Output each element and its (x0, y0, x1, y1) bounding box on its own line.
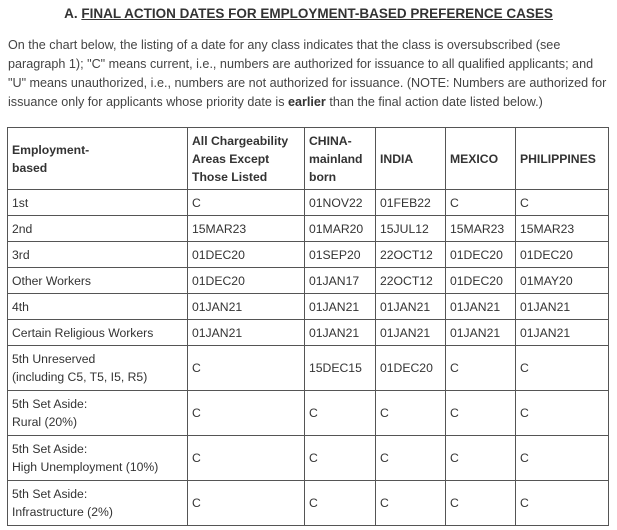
table-cell: C (446, 346, 516, 391)
column-header (305, 128, 376, 190)
table-cell: C (516, 436, 609, 481)
cell-text-line: INDIA (380, 151, 414, 166)
intro-bold-word: earlier (288, 95, 326, 109)
column-header (8, 128, 188, 190)
table-row (8, 190, 609, 216)
table-cell: 01DEC20 (188, 242, 305, 268)
cell-text-line: Employment- (12, 142, 90, 157)
cell-text-line: Certain Religious Workers (12, 325, 154, 340)
table-cell: 01JAN21 (305, 320, 376, 346)
table-cell: 01JAN21 (516, 320, 609, 346)
table-cell: 01SEP20 (305, 242, 376, 268)
section-title-link[interactable]: FINAL ACTION DATES FOR EMPLOYMENT-BASED PREFERENCE CASES (81, 6, 553, 21)
table-cell: 01JAN21 (446, 294, 516, 320)
row-label (8, 346, 188, 391)
table-row (8, 346, 609, 391)
cell-text-line: CHINA- (309, 133, 352, 148)
section-prefix: A. (64, 6, 78, 21)
table-cell: 01JAN21 (305, 294, 376, 320)
table-row (8, 391, 609, 436)
cell-text-line: 5th Set Aside: (12, 442, 88, 456)
table-cell: C (305, 481, 376, 526)
cell-text-line: Rural (20%) (12, 415, 78, 429)
table-cell: 01DEC20 (188, 268, 305, 294)
cell-text-line: (including C5, T5, I5, R5) (12, 370, 148, 384)
table-cell: C (376, 391, 446, 436)
table-row (8, 268, 609, 294)
row-label (8, 481, 188, 526)
table-row (8, 320, 609, 346)
table-cell: C (188, 436, 305, 481)
cell-text-line: 4th (12, 299, 29, 314)
row-label (8, 190, 188, 216)
row-label (8, 242, 188, 268)
column-header (516, 128, 609, 190)
cell-text-line: High Unemployment (10%) (12, 460, 159, 474)
cell-text-line: 5th Unreserved (12, 352, 96, 366)
intro-text-after: than the final action date listed below.) (325, 95, 543, 109)
section-heading (0, 6, 617, 21)
table-cell: 15MAR23 (188, 216, 305, 242)
table-cell: 01JAN21 (446, 320, 516, 346)
table-cell: 01JAN21 (188, 294, 305, 320)
table-cell: 01FEB22 (376, 190, 446, 216)
intro-paragraph (8, 36, 612, 112)
table-cell: 01JAN21 (376, 320, 446, 346)
table-cell: 01DEC20 (446, 268, 516, 294)
row-label (8, 436, 188, 481)
table-cell: 01JAN21 (376, 294, 446, 320)
table-cell: C (188, 190, 305, 216)
cell-text-line: based (12, 160, 48, 175)
cell-text-line: 5th Set Aside: (12, 397, 88, 411)
cell-text-line: 3rd (12, 247, 30, 262)
table-cell: C (305, 436, 376, 481)
cell-text-line: born (309, 169, 337, 184)
table-cell: 01JAN21 (188, 320, 305, 346)
cell-text-line: All Chargeability (192, 133, 289, 148)
cell-text-line: 2nd (12, 221, 33, 236)
table-cell: C (446, 436, 516, 481)
column-header (188, 128, 305, 190)
row-label (8, 294, 188, 320)
table-row (8, 294, 609, 320)
table-header-row (8, 128, 609, 190)
table-cell: C (516, 481, 609, 526)
row-label (8, 216, 188, 242)
table-row (8, 216, 609, 242)
table-cell: 01DEC20 (516, 242, 609, 268)
cell-text-line: mainland (309, 151, 363, 166)
cell-text-line: MEXICO (450, 151, 499, 166)
table-cell: 01MAR20 (305, 216, 376, 242)
table-cell: 01DEC20 (446, 242, 516, 268)
table-cell: C (516, 391, 609, 436)
table-cell: 01JAN21 (516, 294, 609, 320)
table-body (8, 190, 609, 526)
column-header (446, 128, 516, 190)
cell-text-line: 5th Set Aside: (12, 487, 88, 501)
column-header (376, 128, 446, 190)
cell-text-line: PHILIPPINES (520, 151, 596, 166)
intro-text-before: On the chart below, the listing of a date for any class indicates that the class is oversubscribed (see paragraph 1); "C" means current, i.e., numbers are authorized for issuance to all qualified applicants; and "U" means unauthorized, i.e., numbers are not authorized for issuance. (NOTE: Numbers are authorized for issuance only for applicants whose priority date is (8, 38, 607, 109)
table-cell: 15JUL12 (376, 216, 446, 242)
table-cell: 22OCT12 (376, 242, 446, 268)
table-cell: C (305, 391, 376, 436)
table-cell: 01JAN17 (305, 268, 376, 294)
table-cell: C (516, 190, 609, 216)
table-cell: C (188, 391, 305, 436)
table-cell: C (376, 481, 446, 526)
table-cell: 22OCT12 (376, 268, 446, 294)
table-cell: 15DEC15 (305, 346, 376, 391)
cell-text-line: 1st (12, 195, 29, 210)
table-cell: C (446, 190, 516, 216)
cell-text-line: Infrastructure (2%) (12, 505, 113, 519)
table-cell: C (188, 481, 305, 526)
table-row (8, 242, 609, 268)
table-cell: 01NOV22 (305, 190, 376, 216)
table-cell: C (446, 391, 516, 436)
table-row (8, 481, 609, 526)
table-cell: 01MAY20 (516, 268, 609, 294)
cell-text-line: Other Workers (12, 273, 92, 288)
cell-text-line: Those Listed (192, 169, 268, 184)
table-cell: 15MAR23 (446, 216, 516, 242)
table-cell: C (516, 346, 609, 391)
table-cell: C (446, 481, 516, 526)
cell-text-line: Areas Except (192, 151, 270, 166)
final-action-dates-table (7, 127, 609, 526)
row-label (8, 268, 188, 294)
row-label (8, 391, 188, 436)
table-cell: C (376, 436, 446, 481)
row-label (8, 320, 188, 346)
table-cell: C (188, 346, 305, 391)
table-row (8, 436, 609, 481)
table-cell: 01DEC20 (376, 346, 446, 391)
table-cell: 15MAR23 (516, 216, 609, 242)
